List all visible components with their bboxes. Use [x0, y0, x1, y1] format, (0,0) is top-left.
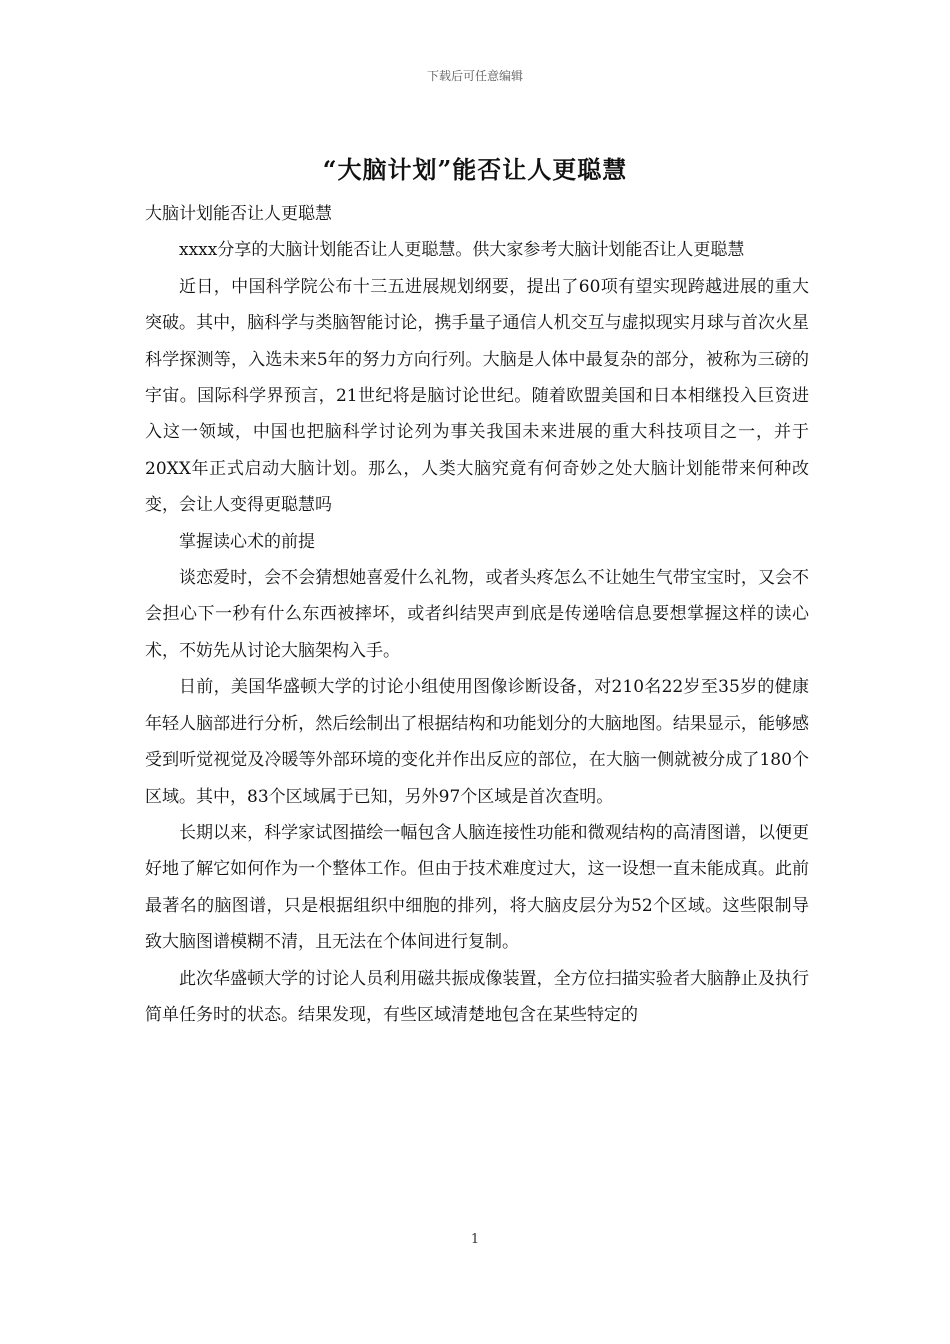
document-body — [145, 196, 809, 1033]
page-number: 1 — [470, 1232, 480, 1247]
document-title: “大脑计划”能否让人更聪慧 — [322, 155, 628, 184]
body-paragraph: 日前，美国华盛顿大学的讨论小组使用图像诊断设备，对210名22岁至35岁的健康年轻人脑部进行分析，然后绘制出了根据结构和功能划分的大脑地图。结果显示，能够感受到听觉视觉及冷暖等外部环境的变化并作出反应的部位，在大脑一侧就被分成了180个区域。其中，83个区域属于已知，另外97个区域是首次查明。 — [145, 677, 809, 807]
body-paragraph: 大脑计划能否让人更聪慧 — [145, 204, 332, 224]
page-header-note: 下载后可任意编辑 — [426, 69, 523, 83]
body-paragraph: 近日，中国科学院公布十三五进展规划纲要，提出了60项有望实现跨越进展的重大突破。其中，脑科学与类脑智能讨论，携手量子通信人机交互与虚拟现实月球与首次火星科学探测等，入选未来5年的努力方向行列。大脑是人体中最复杂的部分，被称为三磅的宇宙。国际科学界预言，21世纪将是脑讨论世纪。随着欧盟美国和日本相继投入巨资进入这一领域，中国也把脑科学讨论列为事关我国未来进展的重大科技项目之一，并于20XX年正式启动大脑计划。那么，人类大脑究竟有何奇妙之处大脑计划能带来何种改变，会让人变得更聪慧吗 — [145, 276, 809, 516]
body-paragraph: 此次华盛顿大学的讨论人员利用磁共振成像装置，全方位扫描实验者大脑静止及执行简单任务时的状态。结果发现，有些区域清楚地包含在某些特定的 — [145, 968, 809, 1025]
body-paragraph: xxxx分享的大脑计划能否让人更聪慧。供大家参考大脑计划能否让人更聪慧 — [179, 240, 745, 261]
body-paragraph: 长期以来，科学家试图描绘一幅包含人脑连接性功能和微观结构的高清图谱，以便更好地了解它如何作为一个整体工作。但由于技术难度过大，这一设想一直未能成真。此前最著名的脑图谱，只是根据组织中细胞的排列，将大脑皮层分为52个区域。这些限制导致大脑图谱模糊不清，且无法在个体间进行复制。 — [145, 822, 809, 953]
section-heading: 掌握读心术的前提 — [179, 531, 315, 552]
body-paragraph: 谈恋爱时，会不会猜想她喜爱什么礼物，或者头疼怎么不让她生气带宝宝时，又会不会担心下一秒有什么东西被摔坏，或者纠结哭声到底是传递啥信息要想掌握这样的读心术，不妨先从讨论大脑架构入手。 — [145, 568, 809, 661]
